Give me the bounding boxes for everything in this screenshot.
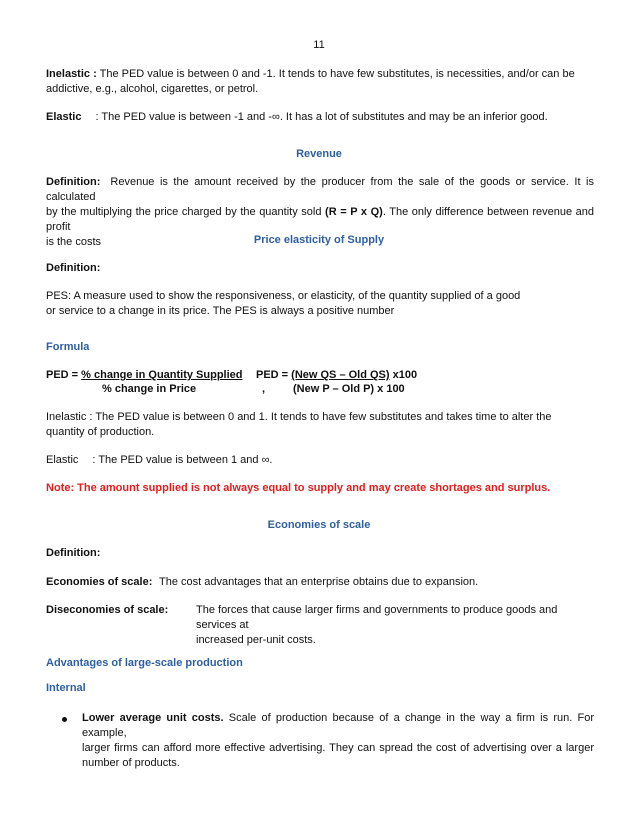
elastic-supply-label: Elastic bbox=[46, 454, 79, 466]
note-text: Note: The amount supplied is not always equal to supply and may create shortages and surplus. bbox=[46, 482, 551, 494]
bullet-dot-icon bbox=[62, 717, 67, 722]
elastic-demand-paragraph bbox=[46, 110, 594, 125]
pes-definition-paragraph bbox=[46, 289, 594, 319]
inelastic-supply-line1: : The PED value is between 0 and 1. It tends to have few substitutes and takes time to alter the bbox=[89, 411, 552, 423]
pes-line1: PES: A measure used to show the responsiveness, or elasticity, of the quantity supplied of a good bbox=[46, 290, 521, 302]
pes-line2: or service to a change in its price. The PES is always a positive number bbox=[46, 305, 395, 317]
page-number: 11 bbox=[313, 39, 325, 51]
diseconomies-line1: The forces that cause larger firms and governments to produce goods and services at bbox=[196, 604, 558, 631]
elastic-supply-paragraph bbox=[46, 453, 594, 468]
revenue-heading: Revenue bbox=[296, 148, 342, 160]
advantages-heading: Advantages of large-scale production bbox=[46, 657, 243, 669]
inelastic-text-line1: The PED value is between 0 and -1. It tends to have few substitutes, is necessities, and/or can be bbox=[99, 68, 575, 80]
inelastic-text-line2: addictive, e.g., alcohol, cigarettes, or petrol. bbox=[46, 83, 259, 95]
internal-heading: Internal bbox=[46, 682, 86, 694]
pes-heading: Price elasticity of Supply bbox=[253, 234, 385, 246]
formula-heading: Formula bbox=[46, 341, 90, 353]
inelastic-supply-paragraph bbox=[46, 410, 594, 440]
economies-of-scale-label: Economies of scale: bbox=[46, 576, 153, 588]
revenue-line3: is the costs bbox=[46, 236, 102, 248]
inelastic-supply-label: Inelastic bbox=[46, 411, 87, 423]
formula-right-prefix: PED = bbox=[256, 369, 292, 381]
elastic-supply-text: : The PED value is between 1 and ∞. bbox=[92, 454, 273, 466]
economies-heading: Economies of scale bbox=[267, 519, 371, 531]
revenue-definition-label: Definition: bbox=[46, 176, 101, 188]
diseconomies-line2: increased per-unit costs. bbox=[196, 634, 316, 646]
economies-definition-label: Definition: bbox=[46, 547, 101, 559]
formula-right-suffix: x100 bbox=[389, 369, 418, 381]
formula-left-denominator: % change in Price bbox=[102, 383, 197, 395]
revenue-line1: Revenue is the amount received by the producer from the sale of the goods or service. It is calculated bbox=[46, 176, 594, 203]
formula-right-denominator: (New P – Old P) x 100 bbox=[293, 383, 405, 395]
bullet-line1: Scale of production because of a change in the way a firm is run. For example, bbox=[82, 712, 594, 739]
inelastic-label: Inelastic : bbox=[46, 68, 97, 80]
formula-right-num: (New QS – Old QS) bbox=[291, 369, 390, 381]
inelastic-supply-line2: quantity of production. bbox=[46, 426, 155, 438]
elastic-label: Elastic bbox=[46, 111, 82, 123]
pes-definition-label: Definition: bbox=[46, 262, 101, 274]
bullet-bold-text: Lower average unit costs. bbox=[82, 712, 224, 724]
diseconomies-of-scale-text bbox=[196, 603, 596, 648]
revenue-formula: (R = P x Q) bbox=[325, 206, 383, 218]
diseconomies-of-scale-label: Diseconomies of scale: bbox=[46, 604, 169, 616]
formula-left-numerator bbox=[46, 368, 243, 383]
formula-left-prefix: PED = bbox=[46, 369, 82, 381]
bullet-item-lower-unit-costs bbox=[82, 711, 594, 771]
bullet-line3: number of products. bbox=[82, 757, 180, 769]
elastic-text: : The PED value is between -1 and -∞. It has a lot of substitutes and may be an inferior good. bbox=[95, 111, 548, 123]
inelastic-demand-paragraph bbox=[46, 67, 594, 97]
revenue-line2-a: by the multiplying the price charged by the quantity sold bbox=[46, 206, 326, 218]
formula-comma: , bbox=[262, 383, 266, 395]
revenue-line2-c: . The only difference between revenue and profit bbox=[46, 206, 594, 233]
bullet-line2: larger firms can afford more effective advertising. They can spread the cost of advertising over a larger bbox=[82, 742, 594, 754]
formula-left-num: % change in Quantity Supplied bbox=[81, 369, 243, 381]
formula-right-numerator bbox=[256, 368, 417, 383]
economies-of-scale-text: The cost advantages that an enterprise obtains due to expansion. bbox=[159, 576, 479, 588]
